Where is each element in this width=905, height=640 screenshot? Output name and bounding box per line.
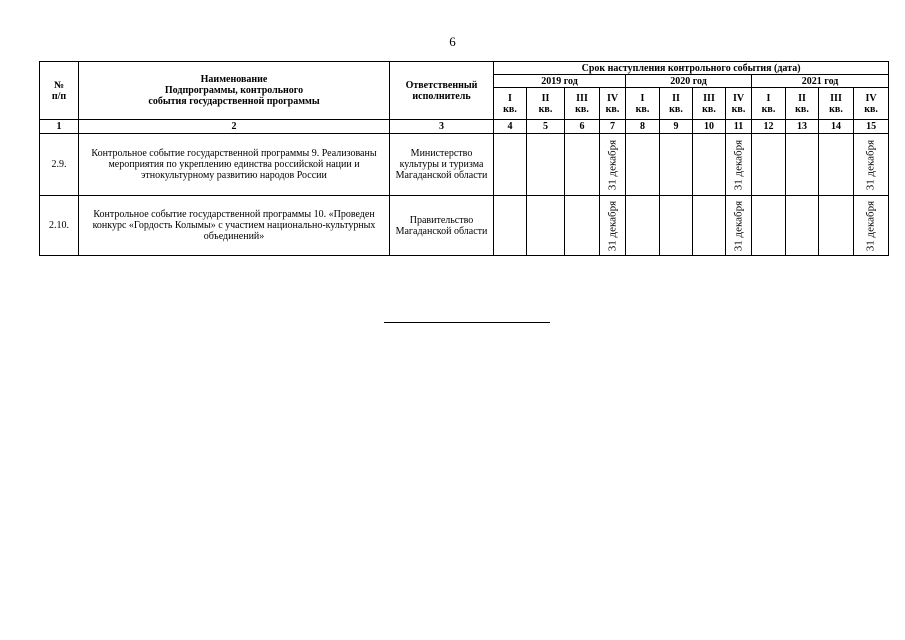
column-number: 10 [693,120,726,134]
quarter-date-cell [854,134,889,196]
column-number: 5 [527,120,565,134]
event-name: Контрольное событие государственной программы 10. «Проведен конкурс «Гордость Колымы» с участием национально-культурных объединений» [79,196,390,256]
row-number: 2.10. [40,196,79,256]
column-number: 15 [854,120,889,134]
column-number: 13 [786,120,819,134]
quarter-date-cell [494,196,527,256]
quarter-date-cell [660,196,693,256]
quarter-roman: IV [606,92,619,104]
horizontal-rule [384,322,550,323]
responsible-executor: Министерство культуры и туризма Магаданской области [390,134,494,196]
quarter-date-cell [819,196,854,256]
header-name: Наименование Подпрограммы, контрольного события государственной программы [79,62,390,120]
quarter-abbr: кв. [761,103,776,115]
quarter-date-cell [854,196,889,256]
quarter-date-cell [600,196,626,256]
table-row [40,196,889,256]
quarter-abbr: кв. [605,103,620,115]
quarter-date-cell [726,196,752,256]
header-quarter [726,88,752,120]
quarter-date-cell [726,134,752,196]
quarter-date-cell [660,134,693,196]
header-quarter [660,88,693,120]
column-number: 4 [494,120,527,134]
quarter-date-cell [565,134,600,196]
quarter-roman: III [576,92,588,104]
header-quarter [819,88,854,120]
quarter-date-cell [494,134,527,196]
quarter-roman: I [766,92,771,104]
quarter-abbr: кв. [702,103,716,115]
header-quarter [752,88,786,120]
column-number: 3 [390,120,494,134]
header-quarter [854,88,889,120]
deadline-date: 31 декабря [864,200,877,251]
quarter-abbr: кв. [575,103,589,115]
deadline-date: 31 декабря [606,200,618,251]
event-name: Контрольное событие государственной программы 9. Реализованы мероприятия по укреплению единства российской нации и этнокультурному развитию народов России [79,134,390,196]
quarter-date-cell [527,196,565,256]
quarter-date-cell [565,196,600,256]
quarter-date-cell [626,196,660,256]
quarter-roman: IV [865,92,877,104]
header-quarter [527,88,565,120]
deadline-date: 31 декабря [732,200,744,251]
quarter-date-cell [752,134,786,196]
header-quarter [494,88,527,120]
quarter-date-cell [786,134,819,196]
header-quarter [786,88,819,120]
column-number: 14 [819,120,854,134]
quarter-roman: II [798,92,806,104]
quarter-roman: II [541,92,550,104]
header-responsible: Ответственный исполнитель [390,62,494,120]
header-year-2020: 2020 год [626,75,752,88]
header-year-2019: 2019 год [494,75,626,88]
quarter-roman: III [830,92,842,104]
quarter-date-cell [693,134,726,196]
quarter-date-cell [819,134,854,196]
column-number: 2 [79,120,390,134]
deadline-date: 31 декабря [606,139,618,190]
column-number: 1 [40,120,79,134]
quarter-abbr: кв. [864,103,878,115]
quarter-abbr: кв. [503,103,517,115]
header-quarter [626,88,660,120]
column-number: 7 [600,120,626,134]
row-number: 2.9. [40,134,79,196]
quarter-roman: IV [732,92,745,104]
quarter-abbr: кв. [829,103,843,115]
table-row [40,134,889,196]
quarter-abbr: кв. [669,103,683,115]
quarter-roman: III [703,92,715,104]
quarter-date-cell [600,134,626,196]
quarter-abbr: кв. [635,103,650,115]
header-quarter [565,88,600,120]
header-num: № п/п [40,62,79,120]
quarter-date-cell [752,196,786,256]
quarter-roman: II [672,92,680,104]
header-year-2021: 2021 год [752,75,889,88]
header-deadline: Срок наступления контрольного события (дата) [494,62,889,75]
quarter-abbr: кв. [538,103,553,115]
quarter-roman: I [640,92,645,104]
header-quarter [693,88,726,120]
responsible-executor: Правительство Магаданской области [390,196,494,256]
column-number: 12 [752,120,786,134]
quarter-date-cell [786,196,819,256]
quarter-date-cell [626,134,660,196]
quarter-date-cell [527,134,565,196]
quarter-abbr: кв. [731,103,746,115]
page-number: 6 [449,34,456,49]
header-quarter [600,88,626,120]
column-number: 6 [565,120,600,134]
control-events-table [39,61,889,256]
column-number: 9 [660,120,693,134]
deadline-date: 31 декабря [864,139,877,190]
column-number: 11 [726,120,752,134]
column-number: 8 [626,120,660,134]
deadline-date: 31 декабря [732,139,744,190]
quarter-roman: I [508,92,512,104]
quarter-abbr: кв. [795,103,809,115]
quarter-date-cell [693,196,726,256]
